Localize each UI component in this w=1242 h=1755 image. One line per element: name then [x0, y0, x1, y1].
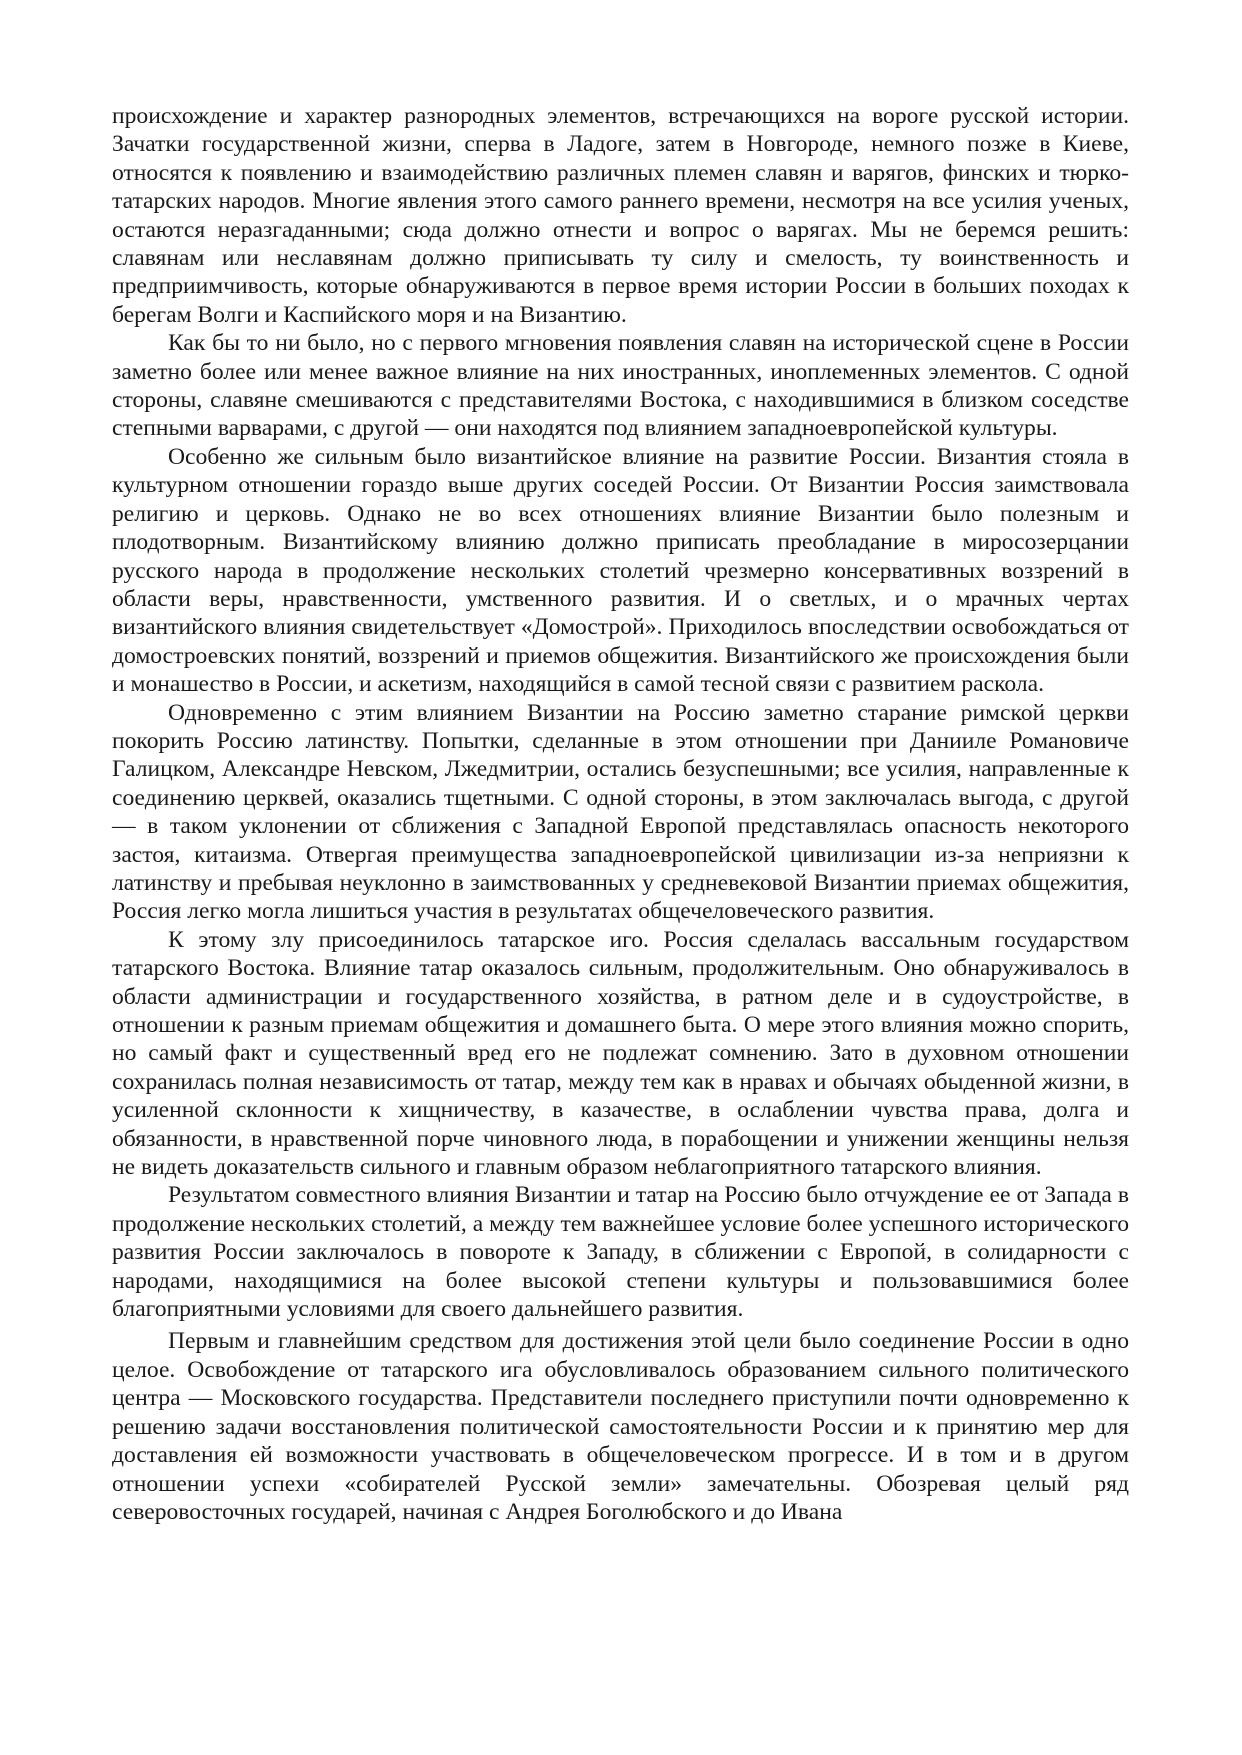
paragraph-1: происхождение и характер разнородных элементов, встречающихся на вороге русской истории. Зачатки государственной жизни, сперва в Ладоге, затем в Новгороде, немного позже в Киеве, относятся к появлению и взаимодействию различных племен славян и варягов, финских и тюрко-татарских народов. Многие явления этого самого раннего времени, несмотря на все усилия ученых, остаются неразгаданными; сюда должно отнести и вопрос о варягах. Мы не беремся решить: славянам или неславянам должно приписывать ту силу и смелость, ту воинственность и предприимчивость, которые обнаруживаются в первое время истории России в больших походах к берегам Волги и Каспийского моря и на Византию.: [112, 103, 1129, 328]
paragraph-4: Одновременно с этим влиянием Византии на Россию заметно старание римской церкви покорить Россию латинству. Попытки, сделанные в этом отношении при Данииле Романовиче Галицком, Александре Невском, Лжедмитрии, остались безуспешными; все усилия, направленные к соединению церквей, оказались тщетными. С одной стороны, в этом заключалась выгода, с другой — в таком уклонении от сближения с Западной Европой представлялась опасность некоторого застоя, китаизма. Отвергая преимущества западноевропейской цивилизации из-за неприязни к латинству и пребывая неуклонно в заимствованных у средневековой Византии приемах общежития, Россия легко могла лишиться участия в результатах общечеловеческого развития.: [112, 699, 1129, 925]
paragraph-3: Особенно же сильным было византийское влияние на развитие России. Византия стояла в культурном отношении гораздо выше других соседей России. От Византии Россия заимствовала религию и церковь. Однако не во всех отношениях влияние Византии было полезным и плодотворным. Византийскому влиянию должно приписать преобладание в миросозерцании русского народа в продолжение нескольких столетий чрезмерно консервативных воззрений в области веры, нравственности, умственного развития. И о светлых, и о мрачных чертах византийского влияния свидетельствует «Домострой». Приходилось впоследствии освобождаться от домостроевских понятий, воззрений и приемов общежития. Византийского же происхождения были и монашество в России, и аскетизм, находящийся в самой тесной связи с развитием раскола.: [112, 443, 1129, 698]
paragraph-7: Первым и главнейшим средством для достижения этой цели было соединение России в одно целое. Освобождение от татарского ига обусловливалось образованием сильного политического центра — Московского государства. Представители последнего приступили почти одновременно к решению задачи восстановления политической самостоятельности России и к принятию мер для доставления ей возможности участвовать в общечеловеческом прогрессе. И в том и в другом отношении успехи «собирателей Русской земли» замечательны. Обозревая целый ряд северовосточных государей, начиная с Андрея Боголюбского и до Ивана: [112, 1328, 1129, 1525]
paragraph-5: К этому злу присоединилось татарское иго. Россия сделалась вассальным государством татарского Востока. Влияние татар оказалось сильным, продолжительным. Оно обнаруживалось в области администрации и государственного хозяйства, в ратном деле и в судоустройстве, в отношении к разным приемам общежития и домашнего быта. О мере этого влияния можно спорить, но самый факт и существенный вред его не подлежат сомнению. Зато в духовном отношении сохранилась полная независимость от татар, между тем как в нравах и обычаях обыденной жизни, в усиленной склонности к хищничеству, в казачестве, в ослаблении чувства права, долга и обязанности, в нравственной порче чиновного люда, в порабощении и унижении женщины нельзя не видеть доказательств сильного и главным образом неблагоприятного татарского влияния.: [112, 926, 1129, 1181]
document-page: [112, 102, 1129, 1526]
paragraph-6: Результатом совместного влияния Византии и татар на Россию было отчуждение ее от Запада в продолжение нескольких столетий, а между тем важнейшее условие более успешного исторического развития России заключалось в повороте к Западу, в сближении с Европой, в солидарности с народами, находящимися на более высокой степени культуры и пользовавшимися более благоприятными условиями для своего дальнейшего развития.: [112, 1182, 1129, 1323]
paragraph-2: Как бы то ни было, но с первого мгновения появления славян на исторической сцене в России заметно более или менее важное влияние на них иностранных, иноплеменных элементов. С одной стороны, славяне смешиваются с представителями Востока, с находившимися в близком соседстве степными варварами, с другой — они находятся под влиянием западноевропейской культуры.: [112, 330, 1129, 442]
